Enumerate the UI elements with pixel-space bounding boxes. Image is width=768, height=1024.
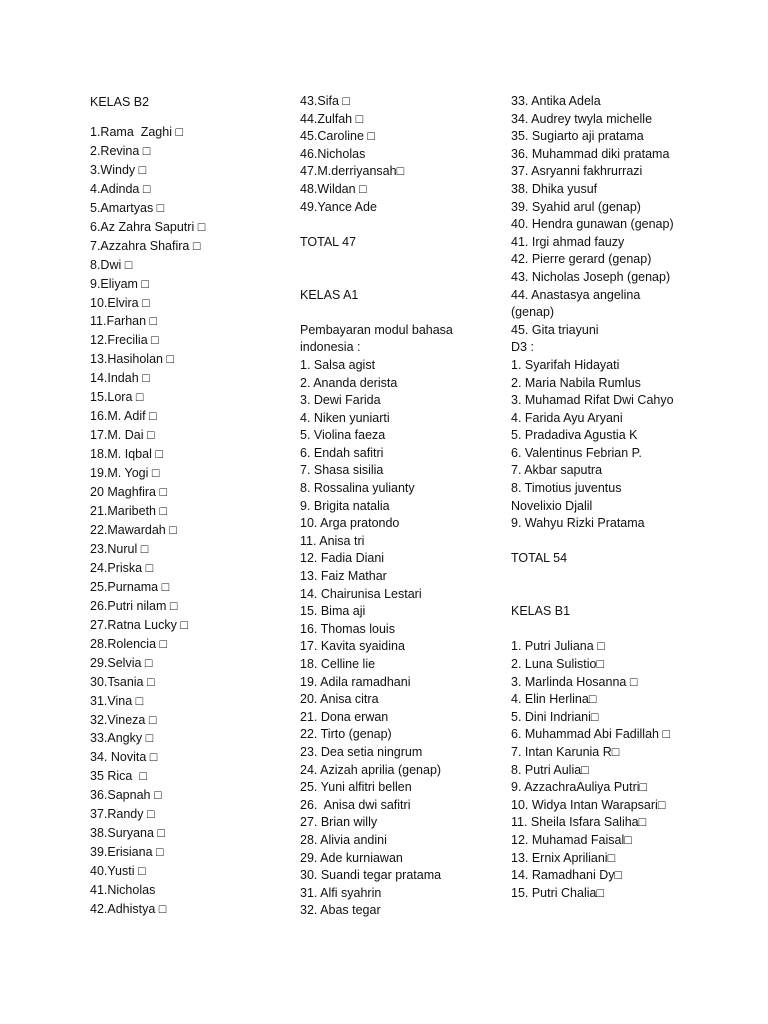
list-item: 14. Chairunisa Lestari [300, 586, 422, 601]
list-item: 39.Erisiana □ [90, 845, 164, 860]
column-1 [90, 93, 295, 919]
list-item: 31. Alfi syahrin [300, 885, 382, 900]
list-item: 8.Dwi □ [90, 257, 133, 272]
list-item: 42.Adhistya □ [90, 902, 167, 917]
list-item: 43. Nicholas Joseph (genap) [511, 269, 671, 284]
list-item: 1. Salsa agist [300, 357, 376, 372]
list-item: 5. Violina faeza [300, 428, 386, 443]
list-item: 45.Caroline □ [300, 129, 375, 144]
blank-line [90, 112, 295, 123]
column-3 [511, 93, 756, 902]
list-item: 42. Pierre gerard (genap) [511, 252, 652, 267]
list-item: indonesia : [300, 340, 361, 355]
list-item: 17. Kavita syaidina [300, 639, 405, 654]
list-item: 13.Hasiholan □ [90, 352, 174, 367]
list-item: 3. Muhamad Rifat Dwi Cahyo [511, 393, 674, 408]
list-item: 27.Ratna Lucky □ [90, 617, 188, 632]
blank-line [511, 533, 756, 551]
list-item: 36.Sapnah □ [90, 788, 162, 803]
list-item: 43.Sifa □ [300, 94, 350, 108]
list-item: 3. Dewi Farida [300, 393, 381, 408]
list-item: 12. Muhamad Faisal□ [511, 832, 632, 847]
list-item: 39. Syahid arul (genap) [511, 199, 641, 214]
list-item: 38.Suryana □ [90, 826, 165, 841]
list-item: 2. Luna Sulistio□ [511, 657, 605, 671]
list-item: 18.M. Iqbal □ [90, 447, 163, 462]
list-item: 1. Putri Juliana □ [511, 639, 605, 654]
list-item: 9.Eliyam □ [90, 276, 149, 291]
blank-line [300, 304, 505, 322]
list-item: 24. Azizah aprilia (genap) [300, 762, 442, 777]
list-item: 15. Putri Chalia□ [511, 885, 605, 900]
list-item: 15.Lora □ [90, 390, 144, 405]
list-item: 7.Azzahra Shafira □ [90, 238, 201, 253]
list-item: 28.Rolencia □ [90, 636, 168, 651]
list-item: 12.Frecilia □ [90, 333, 159, 348]
list-item: 36. Muhammad diki pratama [511, 146, 670, 161]
list-item: 5. Dini Indriani□ [511, 709, 599, 724]
section-heading: KELAS B1 [511, 604, 571, 619]
blank-line [511, 621, 756, 639]
list-item: 44.Zulfah □ [300, 111, 364, 126]
list-item: 10.Elvira □ [90, 295, 150, 310]
list-item: 7. Intan Karunia R□ [511, 744, 620, 759]
blank-line [300, 269, 505, 287]
list-item: 44. Anastasya angelina [511, 287, 641, 302]
list-item: 15. Bima aji [300, 604, 366, 619]
blank-line [300, 216, 505, 234]
list-item: 26. Anisa dwi safitri [300, 797, 411, 812]
list-item: 20. Anisa citra [300, 692, 379, 707]
list-item: 12. Fadia Diani [300, 551, 385, 566]
list-item: 30.Tsania □ [90, 674, 155, 689]
list-item: 27. Brian willy [300, 815, 378, 830]
list-item: 4. Niken yuniarti [300, 410, 390, 425]
list-item: 10. Widya Intan Warapsari□ [511, 797, 666, 812]
list-item: 32. Abas tegar [300, 903, 381, 918]
list-item: 40. Hendra gunawan (genap) [511, 217, 674, 232]
list-item: 41.Nicholas [90, 883, 156, 898]
list-item: 33. Antika Adela [511, 94, 601, 108]
list-item: 37.Randy □ [90, 807, 155, 822]
list-item: 33.Angky □ [90, 731, 154, 746]
list-item: 13. Faiz Mathar [300, 569, 387, 584]
list-item: 24.Priska □ [90, 560, 154, 575]
list-item: 46.Nicholas [300, 146, 366, 161]
list-item: 34. Audrey twyla michelle [511, 111, 653, 126]
list-item: 19.M. Yogi □ [90, 466, 160, 481]
list-item: Novelixio Djalil [511, 498, 593, 513]
list-item: 16. Thomas louis [300, 621, 395, 636]
list-item: 3. Marlinda Hosanna □ [511, 674, 638, 689]
section-heading: KELAS A1 [300, 287, 359, 302]
list-item: 22.Mawardah □ [90, 522, 177, 537]
list-item: 8. Rossalina yulianty [300, 481, 415, 496]
list-item: 31.Vina □ [90, 693, 144, 708]
list-item: 2.Revina □ [90, 143, 151, 158]
blank-line [511, 586, 756, 604]
list-item: 14.Indah □ [90, 371, 150, 386]
list-item: 6.Az Zahra Saputri □ [90, 219, 206, 234]
list-item: 20 Maghfira □ [90, 485, 168, 500]
list-item: (genap) [511, 305, 555, 320]
column-2 [300, 93, 505, 920]
list-item: 1.Rama Zaghi □ [90, 124, 184, 139]
list-item: 6. Endah safitri [300, 445, 384, 460]
list-item: 41. Irgi ahmad fauzy [511, 234, 625, 249]
list-item: 25.Purnama □ [90, 579, 170, 594]
list-item: 28. Alivia andini [300, 832, 387, 847]
list-item: 6. Valentinus Febrian P. [511, 445, 642, 460]
list-item: 23.Nurul □ [90, 541, 149, 556]
list-item: 22. Tirto (genap) [300, 727, 392, 742]
list-item: 34. Novita □ [90, 750, 158, 765]
list-item: 11. Anisa tri [300, 533, 365, 548]
list-item: Pembayaran modul bahasa [300, 322, 453, 337]
list-item: 26.Putri nilam □ [90, 598, 178, 613]
list-item: 35 Rica □ [90, 769, 147, 784]
list-item: 40.Yusti □ [90, 864, 146, 879]
list-item: 47.M.derriyansah□ [300, 164, 405, 179]
list-item: 21.Maribeth □ [90, 504, 168, 519]
list-item: 14. Ramadhani Dy□ [511, 868, 623, 883]
list-item: 18. Celline lie [300, 657, 376, 671]
list-item: 21. Dona erwan [300, 709, 389, 724]
list-item: 45. Gita triayuni [511, 322, 599, 337]
list-item: 30. Suandi tegar pratama [300, 868, 442, 883]
list-item: 4.Adinda □ [90, 181, 151, 196]
list-item: 13. Ernix Apriliani□ [511, 850, 616, 865]
list-item: 7. Shasa sisilia [300, 463, 384, 478]
list-item: 48.Wildan □ [300, 181, 367, 196]
list-item: 11.Farhan □ [90, 314, 158, 329]
list-item: 8. Timotius juventus [511, 481, 622, 496]
list-item: 1. Syarifah Hidayati [511, 357, 620, 372]
list-item: 35. Sugiarto aji pratama [511, 129, 644, 144]
list-item: 38. Dhika yusuf [511, 181, 598, 196]
list-item: 23. Dea setia ningrum [300, 744, 423, 759]
blank-line [511, 568, 756, 586]
blank-line [300, 251, 505, 269]
list-item: 5. Pradadiva Agustia K [511, 428, 638, 443]
list-item: 29.Selvia □ [90, 655, 153, 670]
list-item: 11. Sheila Isfara Saliha□ [511, 815, 647, 830]
list-item: 8. Putri Aulia□ [511, 762, 589, 777]
list-item: 25. Yuni alfitri bellen [300, 780, 412, 795]
list-item: 10. Arga pratondo [300, 516, 400, 531]
list-item: 4. Farida Ayu Aryani [511, 410, 623, 425]
list-item: 9. Brigita natalia [300, 498, 390, 513]
list-item: 49.Yance Ade [300, 199, 377, 214]
list-item: 3.Windy □ [90, 162, 147, 177]
list-item: 17.M. Dai □ [90, 428, 155, 443]
list-item: 2. Maria Nabila Rumlus [511, 375, 641, 390]
list-item: 9. AzzachraAuliya Putri□ [511, 780, 648, 795]
list-item: 19. Adila ramadhani [300, 674, 411, 689]
section-heading: KELAS B2 [90, 95, 150, 109]
list-item: 16.M. Adif □ [90, 409, 157, 424]
list-item: 4. Elin Herlina□ [511, 692, 597, 707]
total-line: TOTAL 54 [511, 551, 568, 566]
list-item: 7. Akbar saputra [511, 463, 603, 478]
section-heading: D3 : [511, 340, 534, 355]
list-item: 5.Amartyas □ [90, 200, 165, 215]
list-item: 37. Asryanni fakhrurrazi [511, 164, 643, 179]
total-line: TOTAL 47 [300, 234, 357, 249]
list-item: 2. Ananda derista [300, 375, 398, 390]
list-item: 29. Ade kurniawan [300, 850, 403, 865]
list-item: 6. Muhammad Abi Fadillah □ [511, 727, 671, 742]
list-item: 9. Wahyu Rizki Pratama [511, 516, 645, 531]
list-item: 32.Vineza □ [90, 712, 157, 727]
